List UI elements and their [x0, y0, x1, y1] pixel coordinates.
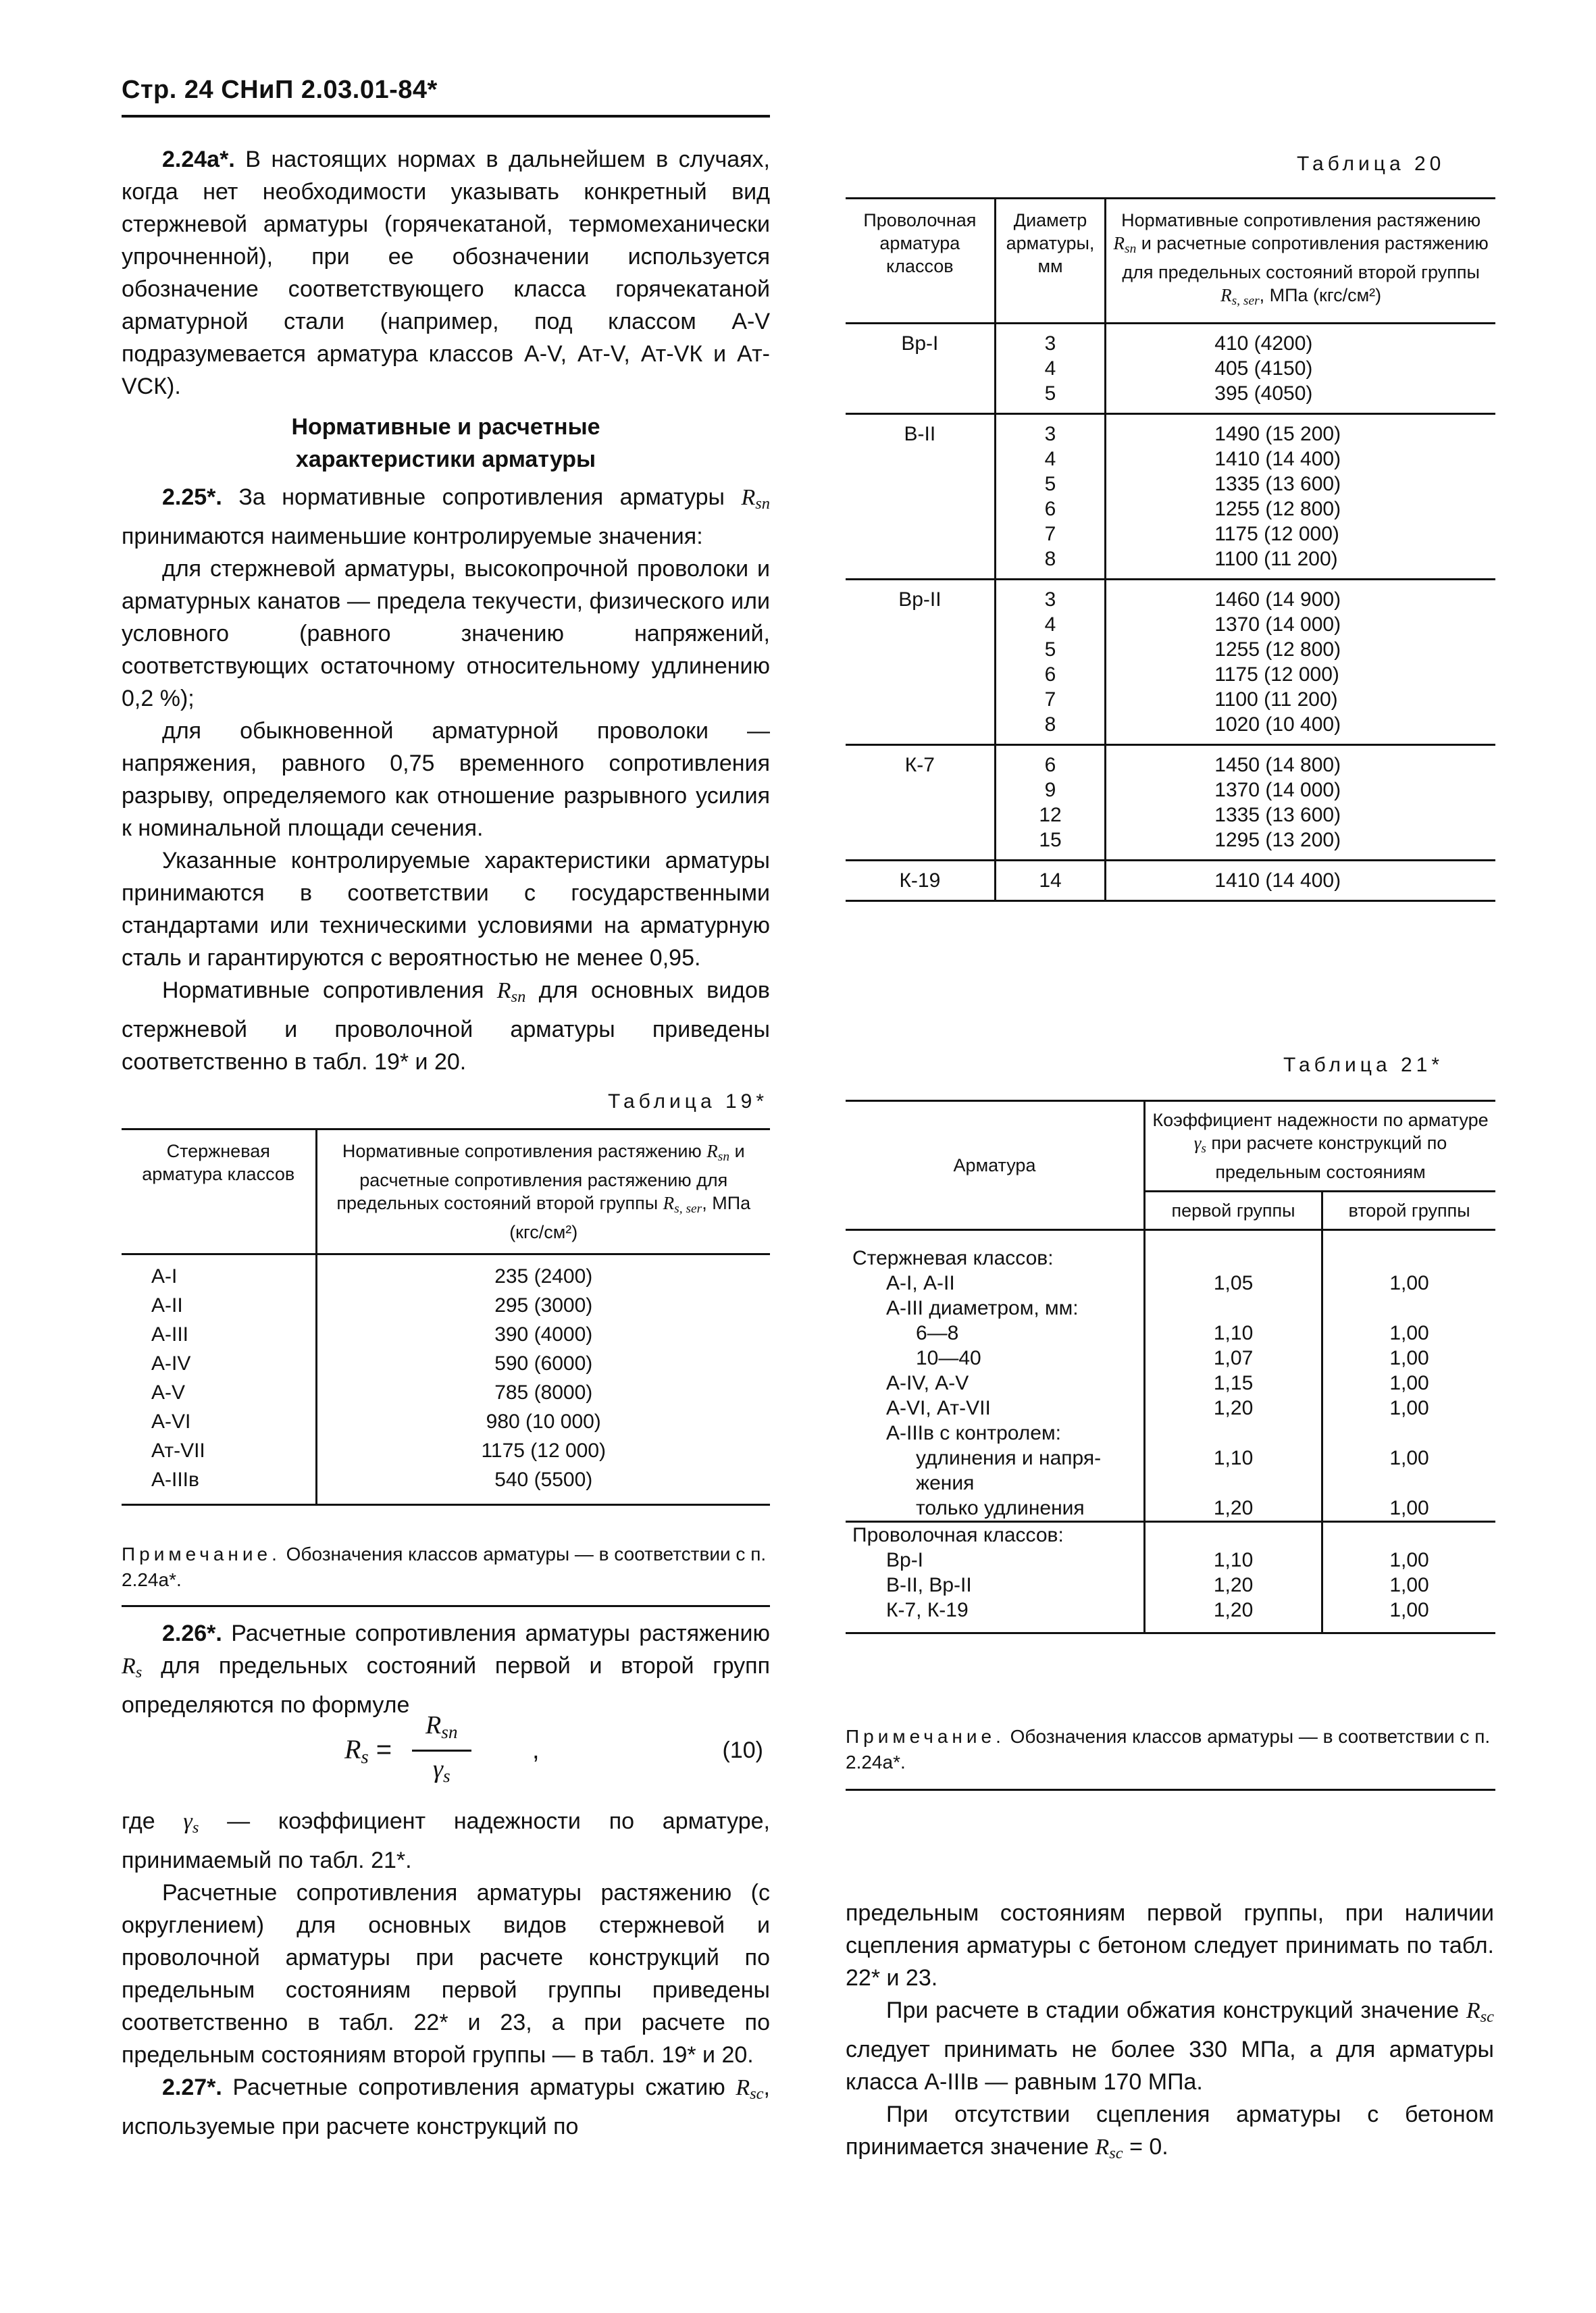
paragraph-2-26: 2.26*. Расчетные сопротивления арматуры растяжению $R_s$ для предельных состояний первой и второй групп определяются по формуле — [122, 1621, 770, 1719]
table-row: А-V 785 (8000) — [122, 1378, 770, 1407]
table21-col-first-group: первой группы — [1145, 1191, 1322, 1229]
formula-10: $R_s$ = $R_{sn}$ $\gamma_s$ , (10) — [122, 1708, 770, 1796]
paragraph-compression-stage: При расчете в стадии обжатия конструкций значение $R_{sc}$ следует принимать не более 330 МПа, а для арматуры класса А-IIIв — равным 170 МПа. — [846, 1998, 1494, 2095]
table19-note: Примечание. Обозначения классов арматуры — в соответствии с п. 2.24а*. — [122, 1544, 767, 1590]
table-row: А-VI 980 (10 000) — [122, 1407, 770, 1436]
equation-number: (10) — [722, 1737, 763, 1763]
table21-caption: Таблица 21* — [1283, 1054, 1444, 1076]
left-column-bottom — [122, 1617, 770, 1721]
table-row: жения — [846, 1471, 1495, 1496]
left-column-bottom-2 — [122, 1805, 770, 2143]
table-row: Ат-VII 1175 (12 000) — [122, 1436, 770, 1465]
table-21 — [846, 1100, 1495, 1634]
paragraph-2-25: 2.25*. За нормативные сопротивления арматуры $R_{sn}$ принимаются наименьшие контролируемые значения: — [122, 484, 770, 550]
table19-caption: Таблица 19* — [608, 1090, 769, 1113]
table21-col-second-group: второй группы — [1322, 1191, 1495, 1229]
table-row: К-19 14 1410 (14 400) — [846, 860, 1495, 900]
paragraph-2-25-item4: Нормативные сопротивления $R_{sn}$ для основных видов стержневой и проволочной арматуры приведены соответственно в табл. 19* и 20. — [122, 977, 770, 1075]
table-row: А-IV, А-V 1,15 1,00 — [846, 1371, 1495, 1396]
table-row: А-IIIв 540 (5500) — [122, 1465, 770, 1494]
table21-col-coefficient: Коэффициент надежности по арматуре $\gamma_s$ при расчете конструкций по предельным состояниям — [1145, 1101, 1495, 1192]
section-heading: Нормативные и расчетные характеристики арматуры — [291, 414, 600, 472]
table-row: А-IV 590 (6000) — [122, 1349, 770, 1378]
paragraph-no-bond: При отсутствии сцепления арматуры с бетоном принимается значение $R_{sc} = 0$. — [846, 2102, 1494, 2163]
table-row: К-7 6 9 12 15 1450 (14 800) 1370 (14 000) 1335 (13 600) 1295 (13 200) — [846, 744, 1495, 860]
table-row: А-II 295 (3000) — [122, 1291, 770, 1320]
table19-col-class: Стержневая арматура классов — [122, 1129, 316, 1254]
table-row: К-7, К-19 1,20 1,00 — [846, 1598, 1495, 1623]
paragraph-2-27: 2.27*. Расчетные сопротивления арматуры сжатию $R_{sc}$, используемые при расчете конструкций по — [122, 2075, 770, 2140]
table-row: Вр-I 1,10 1,00 — [846, 1548, 1495, 1573]
paragraph-continued: предельным состояниям первой группы, при наличии сцепления арматуры с бетоном следует принимать по табл. 22* и 23. — [846, 1900, 1494, 1991]
paragraph-2-24a: 2.24а*. В настоящих нормах в дальнейшем в случаях, когда нет необходимости указывать конкретный вид стержневой арматуры (горячекатаной, термомеханически упрочненной), при ее обозначении используется обозначение соответствующего класса горячекатаной арматурной стали (например, под классом А-V подразумевается арматура классов А-V, Ат-V, Ат-VК и Ат-VСК). — [122, 147, 770, 399]
page-header: Стр. 24 СНиП 2.03.01-84* — [122, 76, 438, 104]
table-row: удлинения и напря- 1,10 1,00 — [846, 1446, 1495, 1471]
paragraph-2-25-item1: для стержневой арматуры, высокопрочной проволоки и арматурных канатов — предела текучести, физического или условного (равного значению напряжений, соответствующих остаточному относительному удлинению 0,2 %); — [122, 556, 770, 712]
table-row: В-II 3 4 5 6 7 8 1490 (15 200) 1410 (14 400) 1335 (13 600) 1255 (12 800) 1175 (12 000) 1100 (11 200) — [846, 413, 1495, 579]
table-19 — [122, 1128, 770, 1506]
table-row: только удлинения 1,20 1,00 — [846, 1496, 1495, 1522]
table21-col-rebar: Арматура — [846, 1101, 1145, 1230]
where-clause: где $\gamma_s$ — коэффициент надежности по арматуре, принимаемый по табл. 21*. — [122, 1808, 770, 1874]
table-row: А-VI, Ат-VII 1,20 1,00 — [846, 1396, 1495, 1421]
right-column-bottom — [846, 1897, 1494, 2170]
table21-note: Примечание. Обозначения классов арматуры — в соответствии с п. 2.24а*. — [846, 1726, 1491, 1773]
divider — [846, 1789, 1495, 1791]
table20-col-class: Проволочная арматура классов — [846, 199, 995, 324]
table-row: А-I, А-II 1,05 1,00 — [846, 1271, 1495, 1296]
table-row: А-IIIв с контролем: — [846, 1421, 1495, 1446]
paragraph-2-25-item2: для обыкновенной арматурной проволоки — напряжения, равного 0,75 временного сопротивления разрыву, определяемого как отношение разрывного усилия к номинальной площади сечения. — [122, 718, 770, 842]
divider — [122, 1605, 770, 1607]
table-row: 10—40 1,07 1,00 — [846, 1346, 1495, 1371]
table-row: В-II, Вр-II 1,20 1,00 — [846, 1573, 1495, 1598]
table-20 — [846, 197, 1495, 902]
table19-col-value: Нормативные сопротивления растяжению $R_{sn}$ и расчетные сопротивления растяжению для предельных состояний второй группы $R_{s, ser}$, МПа (кгс/см²) — [316, 1129, 770, 1254]
header-rule — [122, 115, 770, 118]
table-row: А-III 390 (4000) — [122, 1320, 770, 1349]
table-row: Проволочная классов: — [846, 1521, 1495, 1548]
table-row: А-III диаметром, мм: — [846, 1296, 1495, 1321]
left-column-top — [122, 143, 770, 1078]
table20-col-diameter: Диаметр арматуры, мм — [995, 199, 1106, 324]
table20-caption: Таблица 20 — [1297, 153, 1445, 175]
paragraph-2-25-item3: Указанные контролируемые характеристики арматуры принимаются в соответствии с государственными стандартами или техническими условиями на арматурную сталь и гарантируются с вероятностью не менее 0,95. — [122, 848, 770, 971]
table-row: Вр-I 3 4 5 410 (4200) 405 (4150) 395 (4050) — [846, 323, 1495, 413]
table-row: А-I 235 (2400) — [122, 1262, 770, 1291]
table-row: 6—8 1,10 1,00 — [846, 1321, 1495, 1346]
table-row: Стержневая классов: — [846, 1246, 1495, 1271]
table20-col-value: Нормативные сопротивления растяжению $R_{sn}$ и расчетные сопротивления растяжению для предельных состояний второй группы $R_{s, ser}$, МПа (кгс/см²) — [1106, 199, 1495, 324]
paragraph-design-resistance: Расчетные сопротивления арматуры растяжению (с округлением) для основных видов стержневой и проволочной арматуры при расчете конструкций по предельным состояниям первой группы приведены соответственно в табл. 22* и 23, а при расчете по предельным состояниям второй группы — в табл. 19* и 20. — [122, 1880, 770, 2068]
table-row: Вр-II 3 4 5 6 7 8 1460 (14 900) 1370 (14 000) 1255 (12 800) 1175 (12 000) 1100 (11 200) 1020 (10 400) — [846, 579, 1495, 744]
